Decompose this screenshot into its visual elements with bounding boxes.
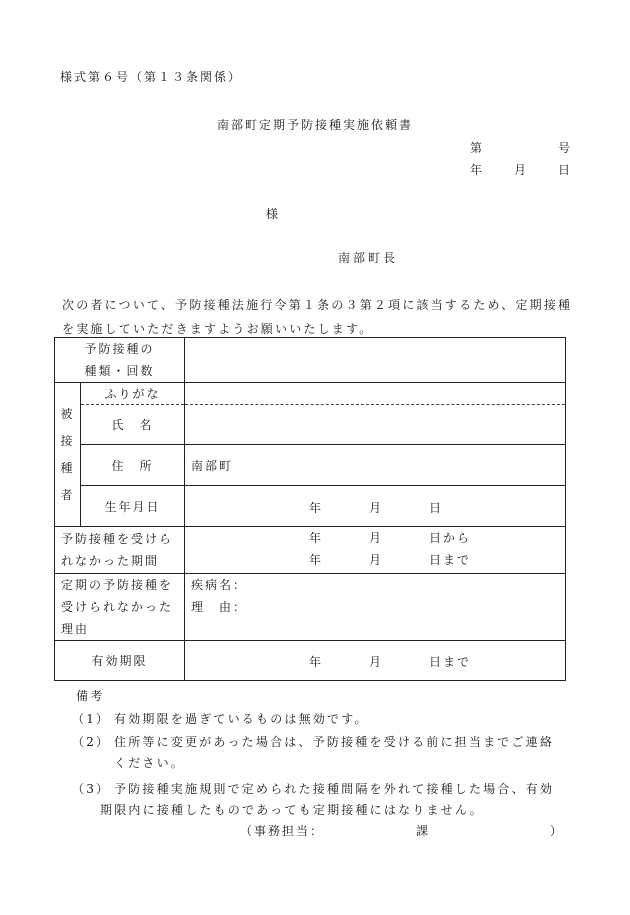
birthdate-month: 月 — [369, 501, 384, 515]
row-name — [55, 405, 566, 445]
row-validity — [55, 641, 566, 681]
person-group-char-2: 接 — [60, 433, 75, 448]
birthdate-field[interactable] — [185, 486, 566, 527]
reason-label — [55, 574, 185, 641]
furigana-field[interactable] — [185, 383, 566, 405]
vaccine-type-label-line1: 予防接種の — [84, 342, 155, 356]
row-unvaccinated-period — [55, 527, 566, 574]
validity-month: 月 — [369, 655, 384, 669]
note-3-number: （3） — [72, 782, 111, 796]
period-to-year: 年 — [309, 553, 324, 567]
row-furigana — [55, 383, 566, 405]
row-address — [55, 445, 566, 486]
issuer-name: 南部町長 — [338, 251, 399, 265]
name-field[interactable] — [185, 405, 566, 445]
row-vaccine-type — [55, 338, 566, 383]
issue-date-month: 月 — [514, 163, 529, 177]
notes-heading: 備考 — [76, 689, 105, 703]
period-from-month: 月 — [369, 531, 384, 545]
document-title: 南部町定期予防接種実施依頼書 — [216, 118, 413, 132]
unvaccinated-period-label — [55, 527, 185, 574]
address-label: 住 所 — [81, 445, 185, 486]
contact-close: ） — [550, 824, 565, 838]
row-reason — [55, 574, 566, 641]
vaccine-type-field[interactable] — [185, 338, 566, 383]
address-field[interactable]: 南部町 — [185, 445, 566, 486]
person-group-char-1: 被 — [60, 406, 75, 421]
note-3-text-line2: 期限内に接種したものであっても定期接種にはなりません。 — [100, 803, 485, 817]
note-2-text-line2: ください。 — [114, 756, 186, 770]
reason-label-line2: 受けられなかった — [61, 600, 174, 614]
note-1-number: （1） — [72, 712, 111, 726]
document-number-suffix: 号 — [558, 141, 573, 155]
validity-year: 年 — [309, 655, 324, 669]
birthdate-label: 生年月日 — [81, 486, 185, 527]
validity-field[interactable] — [185, 641, 566, 681]
request-form-table — [54, 337, 566, 681]
name-label: 氏 名 — [81, 405, 185, 445]
period-from-day: 日から — [429, 531, 472, 545]
contact-line — [240, 822, 565, 839]
contact-dept: 課 — [416, 824, 431, 838]
unvaccinated-period-field[interactable] — [185, 527, 566, 574]
addressee-honorific: 様 — [266, 207, 281, 221]
contact-open: （事務担当： — [240, 824, 325, 838]
validity-label: 有効期限 — [55, 641, 185, 681]
reason-text-label: 理 由： — [191, 600, 248, 614]
intro-text: 次の者について、予防接種法施行令第１条の３第２項に該当するため、定期接種を実施していただきますようお願いいたします。 — [62, 298, 573, 336]
period-label-line2: れなかった期間 — [61, 554, 160, 568]
reason-label-line3: 理由 — [61, 622, 90, 636]
birthdate-day: 日 — [429, 501, 444, 515]
note-2-number: （2） — [72, 735, 111, 749]
period-label-line1: 予防接種を受けら — [61, 532, 174, 546]
period-from-year: 年 — [309, 531, 324, 545]
person-group-char-3: 種 — [60, 460, 75, 475]
issue-date-day: 日 — [558, 163, 573, 177]
form-number: 様式第６号（第１３条関係） — [60, 70, 243, 84]
note-2-text-line1: 住所等に変更があった場合は、予防接種を受ける前に担当までご連絡 — [114, 735, 555, 749]
validity-day: 日まで — [429, 655, 472, 669]
reason-label-line1: 定期の予防接種を — [61, 578, 174, 592]
note-1-text: 有効期限を過ぎているものは無効です。 — [114, 712, 369, 726]
row-birthdate — [55, 486, 566, 527]
note-3-text-line1: 予防接種実施規則で定められた接種間隔を外れて接種した場合、有効 — [114, 782, 555, 796]
vaccine-type-label — [55, 338, 185, 383]
period-to-day: 日まで — [429, 553, 472, 567]
vaccine-type-label-line2: 種類・回数 — [84, 364, 155, 378]
period-to-month: 月 — [369, 553, 384, 567]
person-group-char-4: 者 — [60, 487, 75, 502]
furigana-label: ふりがな — [81, 383, 185, 405]
disease-name-label: 疾病名： — [191, 578, 248, 592]
issue-date-year: 年 — [470, 163, 485, 177]
person-group-label — [55, 383, 81, 527]
reason-field[interactable] — [185, 574, 566, 641]
document-number-prefix: 第 — [470, 141, 485, 155]
birthdate-year: 年 — [309, 501, 324, 515]
